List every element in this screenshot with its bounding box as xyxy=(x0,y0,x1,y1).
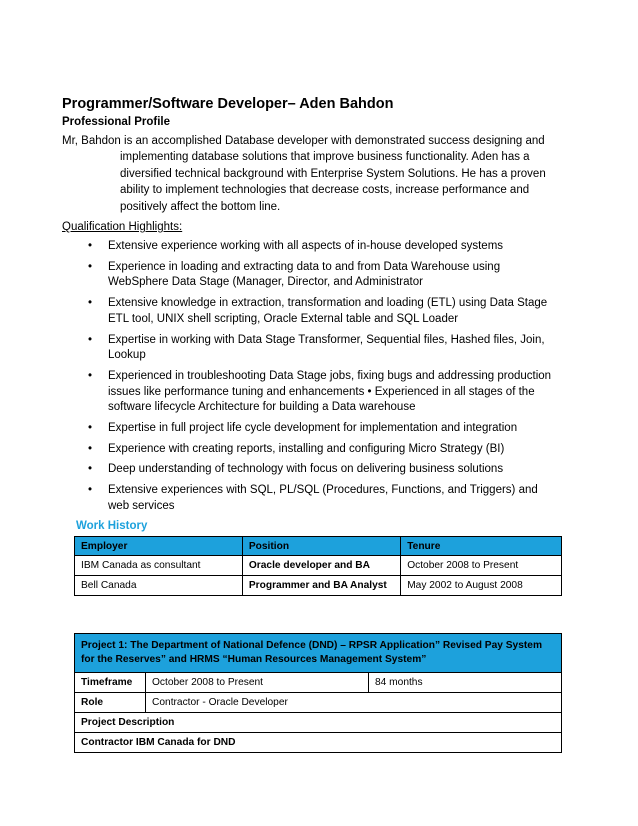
work-history-table xyxy=(74,536,562,596)
bullet-icon: • xyxy=(88,297,93,310)
project-description-label: Project Description xyxy=(75,713,562,733)
bullet-icon: • xyxy=(88,369,93,382)
tenure-cell: May 2002 to August 2008 xyxy=(401,576,562,596)
role-value: Contractor - Oracle Developer xyxy=(146,693,562,713)
bullet-icon: • xyxy=(88,421,93,434)
column-header-tenure: Tenure xyxy=(401,537,562,556)
column-header-employer: Employer xyxy=(75,537,243,556)
bullet-icon: • xyxy=(88,484,93,497)
position-cell: Programmer and BA Analyst xyxy=(242,576,400,596)
table-row xyxy=(75,673,562,693)
work-history-heading: Work History xyxy=(76,520,148,532)
list-item: • Extensive knowledge in extraction, transformation and loading (ETL) using Data Stage ETL tool, UNIX shell scripting, Oracle External table and SQL Loader xyxy=(88,297,548,325)
bullet-icon: • xyxy=(88,463,93,476)
contractor-label: Contractor IBM Canada for DND xyxy=(75,733,562,753)
timeframe-label: Timeframe xyxy=(75,673,146,693)
column-header-position: Position xyxy=(242,537,400,556)
bullet-icon: • xyxy=(88,333,93,346)
table-row xyxy=(75,556,562,576)
position-cell: Oracle developer and BA xyxy=(242,556,400,576)
list-item: • Expertise in full project life cycle development for implementation and integration xyxy=(62,421,562,437)
profile-first-line: Mr, Bahdon is an accomplished Database developer with demonstrated success designing and xyxy=(62,135,545,147)
table-row xyxy=(75,733,562,753)
timeframe-value: October 2008 to Present xyxy=(146,673,369,693)
table-row xyxy=(75,713,562,733)
bullet-icon: • xyxy=(88,442,93,455)
list-item: • Extensive experience working with all aspects of in-house developed systems xyxy=(62,239,562,255)
qualification-list xyxy=(62,239,562,520)
profile-continuation: implementing database solutions that improve business functionality. Aden has a diversified technical background with Enterprise System Solutions. He has a proven ability to implement technologies that decrease costs, increase performance and positively affect the bottom line. xyxy=(120,151,546,213)
list-item: • Extensive experiences with SQL, PL/SQL (Procedures, Functions, and Triggers) and web services xyxy=(88,484,538,512)
list-item: • Experienced in troubleshooting Data Stage jobs, fixing bugs and addressing production issues like performance tuning and enhancements • Experienced in all stages of the software lifecycle Architecture for building a Data warehouse xyxy=(88,369,552,414)
list-item: • Experience in loading and extracting data to and from Data Warehouse using WebSphere Data Stage (Manager, Director, and Administrator xyxy=(88,260,501,289)
tenure-cell: October 2008 to Present xyxy=(401,556,562,576)
qualification-heading: Qualification Highlights: xyxy=(62,221,183,233)
project-table xyxy=(74,633,562,753)
list-item: • Deep understanding of technology with focus on delivering business solutions xyxy=(62,462,562,478)
project-title-row xyxy=(75,634,562,673)
project-title: Project 1: The Department of National Defence (DND) – RPSR Application” Revised Pay System for the Reserves” and HRMS “Human Resources Management System” xyxy=(75,634,562,673)
role-label: Role xyxy=(75,693,146,713)
profile-heading: Professional Profile xyxy=(62,116,171,128)
table-row xyxy=(75,693,562,713)
employer-cell: IBM Canada as consultant xyxy=(75,556,243,576)
table-header-row xyxy=(75,537,562,556)
duration-value: 84 months xyxy=(369,673,562,693)
bullet-icon: • xyxy=(88,240,93,252)
employer-cell: Bell Canada xyxy=(75,576,243,596)
list-item: • Experience with creating reports, installing and configuring Micro Strategy (BI) xyxy=(62,442,562,458)
list-item: • Expertise in working with Data Stage Transformer, Sequential files, Hashed files, Join, Lookup xyxy=(88,333,545,362)
page-title: Programmer/Software Developer– Aden Bahdon xyxy=(62,96,394,112)
table-row xyxy=(75,576,562,596)
bullet-icon: • xyxy=(88,260,93,273)
profile-paragraph xyxy=(62,133,562,215)
